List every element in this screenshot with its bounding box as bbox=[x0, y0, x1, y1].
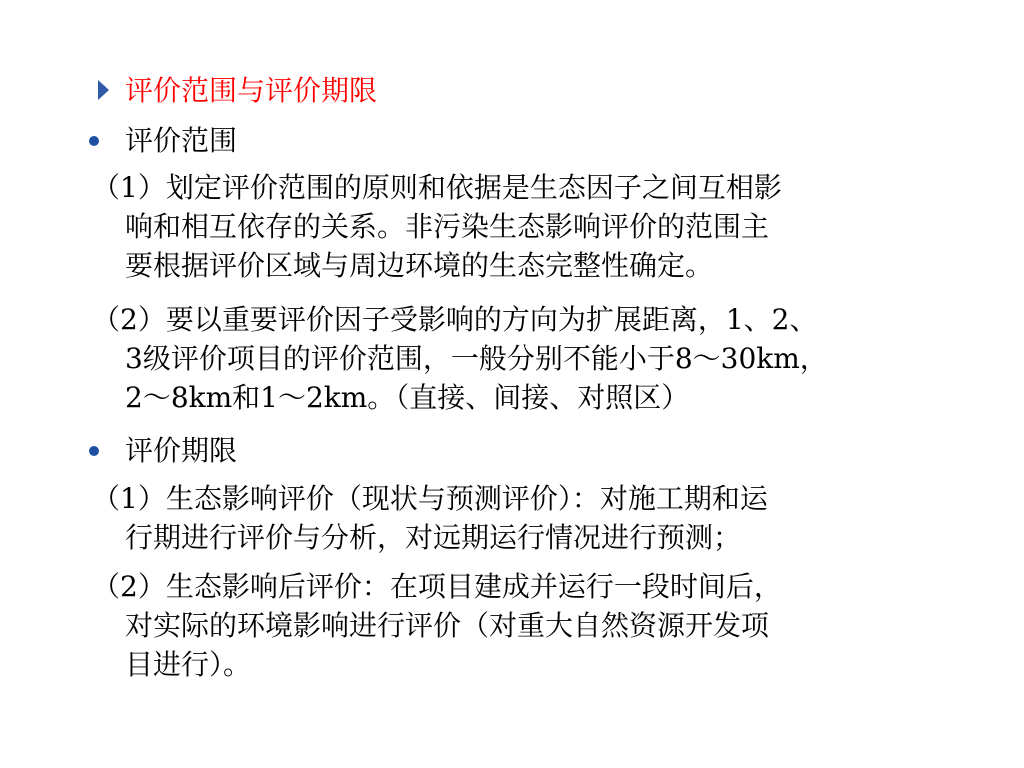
paragraph-line: 对实际的环境影响进行评价（对重大自然资源开发项 bbox=[125, 609, 770, 642]
bullet-dot-icon bbox=[89, 136, 99, 146]
paragraph-line: 响和相互依存的关系。非污染生态影响评价的范围主 bbox=[125, 210, 770, 243]
paragraph-line: （1）划定评价范围的原则和依据是生态因子之间互相影 bbox=[92, 171, 782, 204]
paragraph-scope-2 bbox=[92, 300, 972, 417]
slide-heading: 评价范围与评价期限 bbox=[125, 74, 378, 107]
arrow-right-icon bbox=[98, 80, 109, 100]
bullet-title-scope: 评价范围 bbox=[125, 124, 238, 157]
paragraph-line: （2）要以重要评价因子受影响的方向为扩展距离，1、2、 bbox=[92, 303, 818, 336]
bullet-dot-icon bbox=[89, 446, 99, 456]
paragraph-line: （1）生态影响评价（现状与预测评价）：对施工期和运 bbox=[92, 482, 768, 515]
paragraph-line: 2～8km和1～2km。（直接、间接、对照区） bbox=[125, 381, 690, 414]
bullet-title-period: 评价期限 bbox=[125, 434, 238, 467]
paragraph-line: 目进行）。 bbox=[125, 648, 252, 681]
paragraph-line: （2）生态影响后评价：在项目建成并运行一段时间后， bbox=[92, 570, 782, 603]
paragraph-line: 行期进行评价与分析，对远期运行情况进行预测； bbox=[125, 521, 742, 554]
paragraph-period-2 bbox=[92, 567, 972, 684]
paragraph-period-1 bbox=[92, 479, 972, 557]
paragraph-line: 3级评价项目的评价范围，一般分别不能小于8～30km， bbox=[125, 342, 828, 375]
paragraph-line: 要根据评价区域与周边环境的生态完整性确定。 bbox=[125, 249, 714, 282]
paragraph-scope-1 bbox=[92, 168, 972, 285]
